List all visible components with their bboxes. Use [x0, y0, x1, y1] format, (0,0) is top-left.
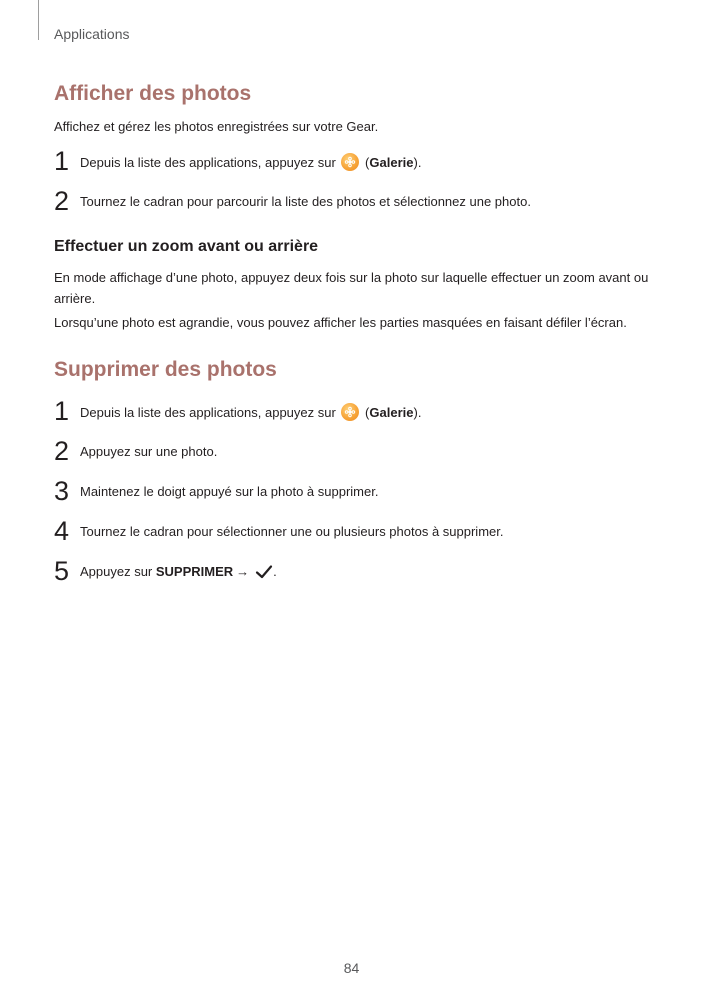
- delete-step-3: [54, 476, 654, 506]
- step-text: Depuis la liste des applications, appuyez sur (Galerie).: [80, 155, 422, 170]
- section-title-view-photos: Afficher des photos: [54, 82, 252, 105]
- step-number: 2: [54, 186, 70, 216]
- arrow-right-icon: →: [236, 564, 250, 579]
- step-text: Appuyez sur SUPPRIMER → .: [80, 563, 277, 585]
- view-step-1: [54, 146, 654, 176]
- step-number: 1: [54, 396, 70, 426]
- gallery-app-icon: [341, 403, 359, 421]
- step-number: 4: [54, 516, 70, 546]
- step-text: Tournez le cadran pour sélectionner une ou plusieurs photos à supprimer.: [80, 524, 504, 539]
- intro-paragraph: Affichez et gérez les photos enregistrées sur votre Gear.: [54, 119, 379, 134]
- step-text: Maintenez le doigt appuyé sur la photo à supprimer.: [80, 484, 379, 499]
- zoom-paragraph-2: Lorsqu’une photo est agrandie, vous pouvez afficher les parties masquées en faisant défiler l’écran.: [54, 315, 627, 330]
- delete-step-2: [54, 436, 654, 466]
- app-name-galerie: Galerie: [369, 405, 414, 420]
- section-title-delete-photos: Supprimer des photos: [54, 358, 277, 381]
- gallery-app-icon: [341, 153, 359, 171]
- app-name-galerie: Galerie: [369, 155, 414, 170]
- page-rule: [38, 0, 39, 40]
- action-supprimer: SUPPRIMER: [155, 564, 234, 579]
- delete-step-4: [54, 516, 654, 546]
- step-number: 5: [54, 556, 70, 586]
- checkmark-icon: [255, 564, 273, 585]
- step-text: Appuyez sur une photo.: [80, 444, 218, 459]
- step-text: Depuis la liste des applications, appuyez sur (Galerie).: [80, 405, 422, 420]
- page-number: 84: [343, 960, 360, 976]
- delete-step-5: [54, 556, 654, 586]
- running-header: Applications: [54, 26, 130, 42]
- step-number: 1: [54, 146, 70, 176]
- subsection-title-zoom: Effectuer un zoom avant ou arrière: [54, 238, 319, 255]
- view-step-2: [54, 186, 654, 216]
- step-number: 3: [54, 476, 70, 506]
- zoom-paragraph-1: En mode affichage d’une photo, appuyez deux fois sur la photo sur laquelle effectuer un zoom avant ou arrière.: [54, 270, 649, 306]
- step-text: Tournez le cadran pour parcourir la liste des photos et sélectionnez une photo.: [80, 194, 531, 209]
- step-number: 2: [54, 436, 70, 466]
- delete-step-1: [54, 396, 654, 426]
